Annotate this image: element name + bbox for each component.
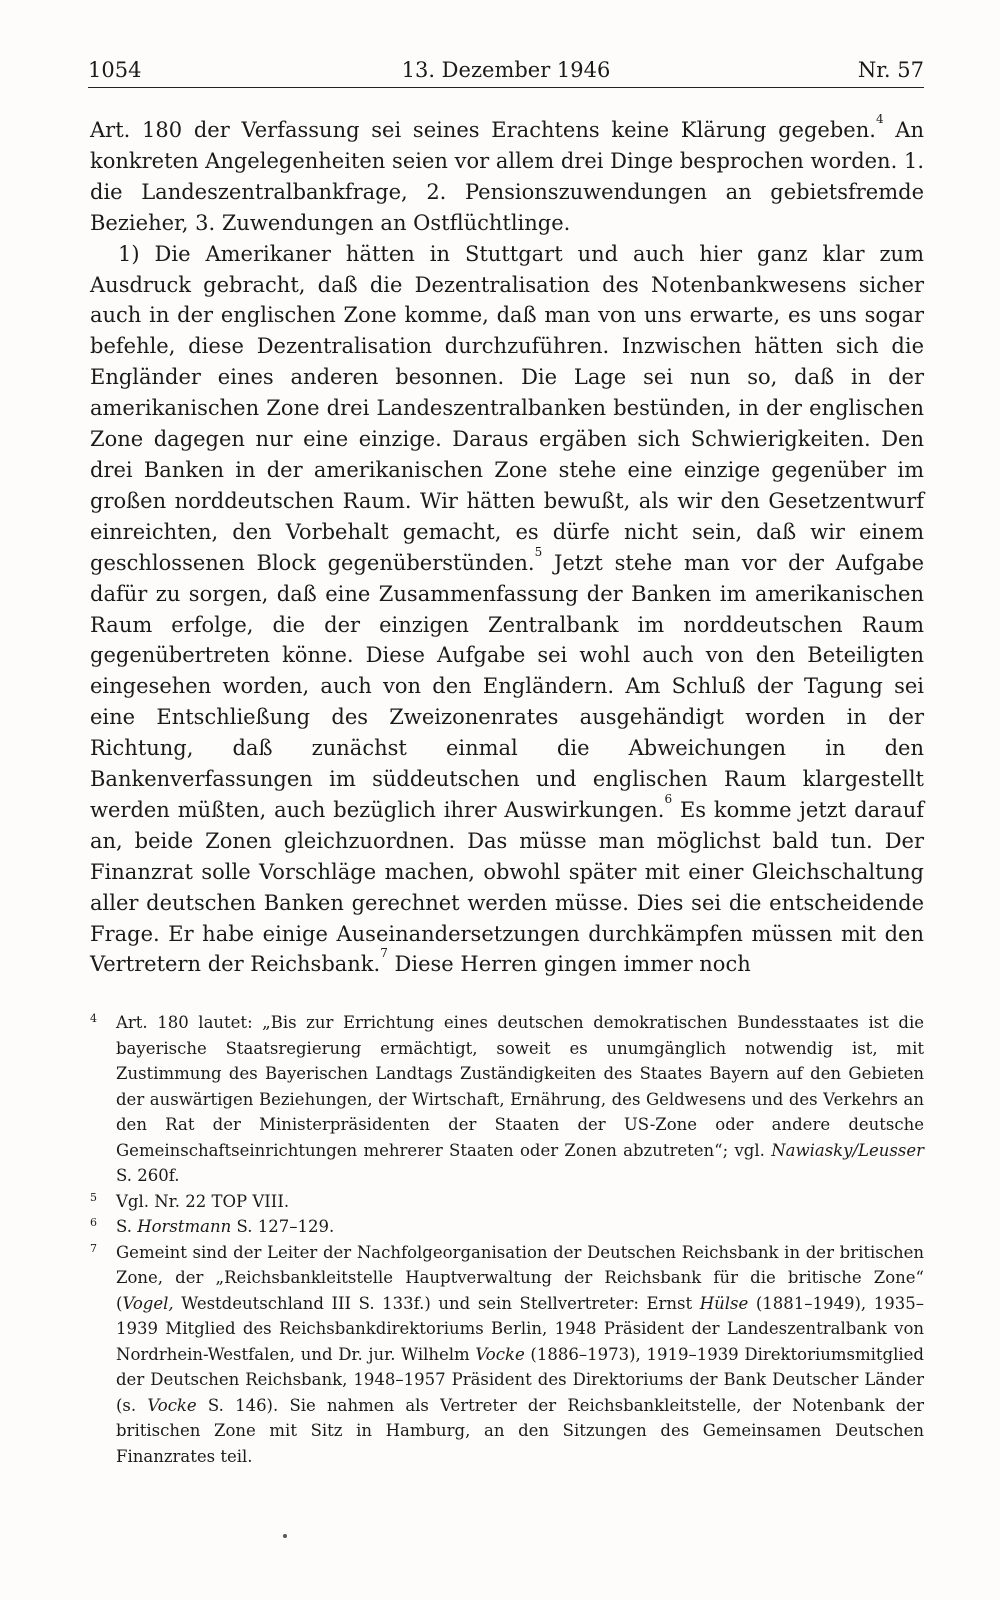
running-header xyxy=(88,58,924,88)
page-number: 1054 xyxy=(88,58,142,82)
document-number: Nr. 57 xyxy=(857,58,924,82)
ink-dot xyxy=(283,1534,287,1538)
main-text xyxy=(90,112,924,980)
footnote-ref-5: 5 xyxy=(534,544,543,559)
footnote-ref-4: 4 xyxy=(875,112,884,126)
paragraph-1: Art. 180 der Verfassung sei seines Erachtens keine Klärung gegeben.$^4$ An konkreten Angelegenheiten seien vor allem drei Dinge besprochen worden. 1. die Landeszentralbankfrage, 2. Pensionszuwendungen an gebietsfremde Bezieher, 3. Zuwendungen an Ostflüchtlinge. xyxy=(90,112,924,235)
header-date: 13. Dezember 1946 xyxy=(401,58,611,82)
paragraph-2: 1) Die Amerikaner hätten in Stuttgart und auch hier ganz klar zum Ausdruck gebracht, daß die Dezentralisation des Notenbankwesens sicher auch in der englischen Zone komme, daß man von uns erwarte, es uns sogar befehle, diese Dezentralisation durchzuführen. Inzwischen hätten sich die Engländer eines anderen besonnen. Die Lage sei nun so, daß in der amerikanischen Zone drei Landeszentralbanken bestünden, in der englischen Zone dagegen nur eine einzige. Daraus ergäben sich Schwierigkeiten. Den drei Banken in der amerikanischen Zone stehe eine einzige gegenüber im großen norddeutschen Raum. Wir hätten bewußt, als wir den Gesetzentwurf einreichten, den Vorbehalt gemacht, es dürfe nicht sein, daß wir einem geschlossenen Block gegenüberstünden.$^5$ Jetzt stehe man vor der Aufgabe dafür zu sorgen, daß eine Zusammenfassung der Banken im amerikanischen Raum erfolge, die der einzigen Zentralbank im norddeutschen Raum gegenübertreten könne. Diese Aufgabe sei wohl auch von den Beteiligten eingesehen worden, auch von den Engländern. Am Schluß der Tagung sei eine Entschließung des Zweizonenrates ausgehändigt worden in der Richtung, daß zunächst einmal die Abweichungen in den Bankenverfassungen im süddeutschen und englischen Raum klargestellt werden müßten, auch bezüglich ihrer Auswirkungen.$^6$ Es komme jetzt darauf an, beide Zonen gleichzuordnen. Das müsse man möglichst bald tun. Der Finanzrat solle Vorschläge machen, obwohl später mit einer Gleichschaltung aller deutschen Banken gerechnet werden müsse. Dies sei die entscheidende Frage. Er habe einige Auseinandersetzungen durchkämpfen müssen mit den Vertretern der Reichsbank.$^7$ Diese Herren gingen immer noch xyxy=(90,241,924,977)
footnote-4: 4 Art. 180 lautet: „Bis zur Errichtung eines deutschen demokratischen Bundesstaates ist die bayerische Staatsregierung ermächtigt, soweit es unumgänglich notwendig ist, mit Zustimmung des Bayerischen Landtags Zuständigkeiten des Staates Bayern auf den Gebieten der auswärtigen Beziehungen, der Wirtschaft, Ernährung, des Geldwesens und des Verkehrs an den Rat der Ministerpräsidenten der Staaten der US-Zone oder andere deutsche Gemeinschaftseinrichtungen mehrerer Staaten oder Zonen abzutreten“; vgl. Nawiasky/Leusser S. 260f. xyxy=(90,1012,924,1185)
header-rule xyxy=(88,87,924,88)
footnote-7: 7 Gemeint sind der Leiter der Nachfolgeorganisation der Deutschen Reichsbank in der britischen Zone, der „Reichsbankleitstelle Hauptverwaltung der Reichsbank für die britische Zone“ (Vogel, Westdeutschland III S. 133f.) und sein Stellvertreter: Ernst Hülse (1881–1949), 1935–1939 Mitglied des Reichsbankdirektoriums Berlin, 1948 Präsident der Landeszentralbank von Nordrhein-Westfalen, und Dr. jur. Wilhelm Vocke (1886–1973), 1919–1939 Direktoriumsmitglied der Deutschen Reichsbank, 1948–1957 Präsident des Direktoriums der Bank Deutscher Länder (s. Vocke S. 146). Sie nahmen als Vertreter der Reichsbankleitstelle, der Notenbank der britischen Zone mit Sitz in Hamburg, an den Sitzungen des Gemeinsamen Deutschen Finanzrates teil. xyxy=(90,1241,924,1466)
footnotes xyxy=(88,1010,924,1469)
footnote-ref-7: 7 xyxy=(380,946,388,961)
footnote-6: 6 S. Horstmann S. 127–129. xyxy=(90,1216,335,1236)
footnote-5: 5 Vgl. Nr. 22 TOP VIII. xyxy=(90,1190,290,1211)
footnote-ref-6: 6 xyxy=(664,791,673,806)
